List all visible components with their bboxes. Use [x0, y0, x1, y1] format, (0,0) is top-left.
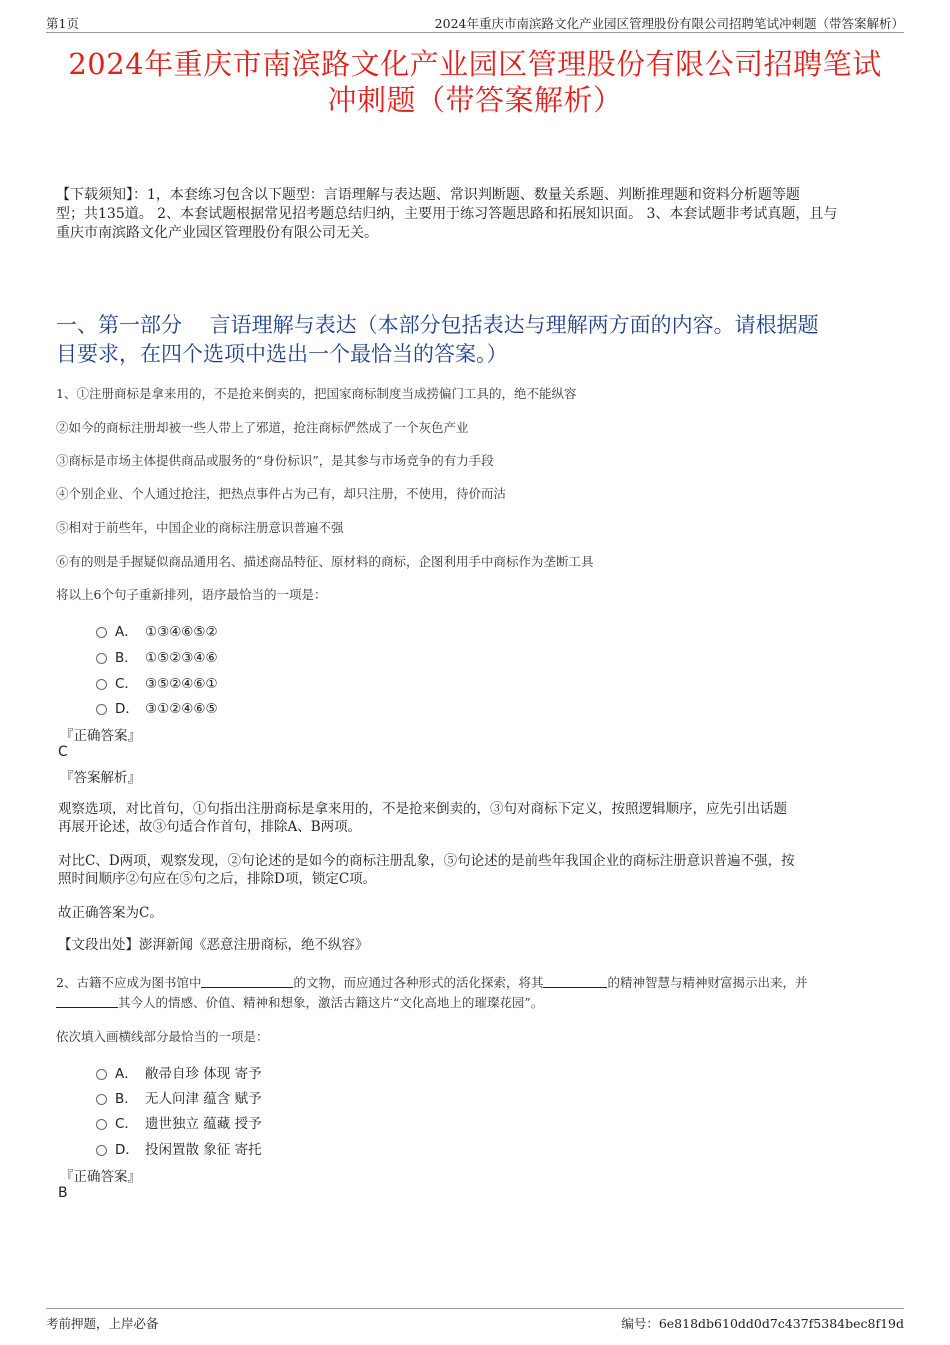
section-heading-line-2: 目要求，在四个选项中选出一个最恰当的答案。）	[56, 342, 508, 366]
radio-icon[interactable]	[96, 1145, 107, 1156]
q1-prompt: 将以上6个句子重新排列，语序最恰当的一项是：	[56, 587, 327, 602]
analysis-line: 对比C、D两项，观察发现，②句论述的是如今的商标注册乱象，⑤句论述的是前些年我国企业的商标注册意识普遍不强，按	[58, 853, 795, 869]
option-letter: B．	[115, 650, 138, 666]
q1-option-a[interactable]	[96, 620, 218, 640]
q2-stem-line-2	[56, 993, 902, 1011]
q1-option-c[interactable]	[96, 672, 218, 692]
option-text: ③①②④⑥⑤	[145, 701, 218, 717]
radio-icon[interactable]	[96, 627, 107, 638]
page-footer	[46, 1308, 904, 1333]
q1-conclusion: 故正确答案为C。	[58, 905, 163, 921]
q1-sentence-4: ④个别企业、个人通过抢注，把热点事件占为己有，却只注册，不使用，待价而沽	[56, 486, 507, 501]
option-text: ③⑤②④⑥①	[145, 676, 218, 692]
q2-text: 的文物，而应通过各种形式的活化探索，将其	[293, 975, 544, 990]
q1-answer-label: 『正确答案』	[60, 728, 141, 744]
notice-line-2: 型；共135道。 2、本套试题根据常见招考题总结归纳，主要用于练习答题思路和拓展知识面。 3、本套试题非考试真题，且与	[56, 206, 838, 222]
option-text: 无人问津 蕴含 赋予	[145, 1091, 262, 1107]
section-heading	[56, 311, 902, 369]
page-header	[46, 14, 904, 33]
option-text: ①③④⑥⑤②	[145, 624, 218, 640]
download-notice	[56, 186, 902, 243]
q2-text: 2、古籍不应成为图书馆中	[56, 975, 202, 990]
q1-sentence-1: 1、①注册商标是拿来用的，不是抢来倒卖的，把国家商标制度当成捞偏门工具的，绝不能纵容	[56, 386, 577, 401]
title-line-2: 冲刺题（带答案解析）	[327, 83, 623, 117]
analysis-line: 照时间顺序②句应在⑤句之后，排除D项，锁定C项。	[58, 871, 377, 887]
title-line-1: 2024年重庆市南滨路文化产业园区管理股份有限公司招聘笔试	[68, 47, 882, 81]
q1-option-b[interactable]	[96, 646, 218, 666]
option-text: ①⑤②③④⑥	[145, 650, 218, 666]
q1-sentence-3: ③商标是市场主体提供商品或服务的“身份标识”，是其参与市场竞争的有力手段	[56, 453, 494, 468]
q1-analysis-paragraph-2	[58, 852, 898, 888]
q2-text: 的精神智慧与精神财富揭示出来，并	[607, 975, 808, 990]
page-number: 第1页	[46, 16, 79, 31]
option-letter: A．	[115, 624, 138, 640]
q1-sentence-2: ②如今的商标注册却被一些人带上了邪道，抢注商标俨然成了一个灰色产业	[56, 420, 469, 435]
radio-icon[interactable]	[96, 679, 107, 690]
q1-analysis-label: 『答案解析』	[60, 770, 141, 786]
radio-icon[interactable]	[96, 704, 107, 715]
radio-icon[interactable]	[96, 1119, 107, 1130]
q2-blank-3	[56, 995, 118, 1008]
radio-icon[interactable]	[96, 1069, 107, 1080]
option-letter: C．	[115, 676, 138, 692]
option-letter: C．	[115, 1116, 138, 1132]
notice-line-1: 【下载须知】：1，本套练习包含以下题型：言语理解与表达题、常识判断题、数量关系题、判断推理题和资料分析题等题	[56, 187, 800, 203]
option-text: 投闲置散 象征 寄托	[145, 1142, 262, 1158]
q2-option-b[interactable]	[96, 1087, 262, 1107]
analysis-line: 再展开论述，故③句适合作首句，排除A、B两项。	[58, 819, 362, 835]
header-doc-title: 2024年重庆市南滨路文化产业园区管理股份有限公司招聘笔试冲刺题（带答案解析）	[434, 16, 904, 31]
notice-line-3: 重庆市南滨路文化产业园区管理股份有限公司无关。	[56, 225, 378, 241]
q2-answer: B	[58, 1185, 68, 1201]
q2-prompt: 依次填入画横线部分最恰当的一项是：	[56, 1029, 269, 1044]
q2-blank-1	[201, 975, 293, 988]
radio-icon[interactable]	[96, 1094, 107, 1105]
q2-stem-line-1	[56, 973, 902, 991]
footer-doc-id: 编号：6e818db610dd0d7c437f5384bec8f19d	[621, 1316, 904, 1331]
footer-slogan: 考前押题，上岸必备	[46, 1316, 159, 1331]
radio-icon[interactable]	[96, 653, 107, 664]
option-letter: A．	[115, 1066, 138, 1082]
option-letter: D．	[115, 701, 139, 717]
option-letter: B．	[115, 1091, 138, 1107]
q2-option-c[interactable]	[96, 1112, 262, 1132]
q2-text: 其今人的情感、价值、精神和想象，激活古籍这片“文化高地上的璀璨花园”。	[118, 995, 544, 1010]
q1-source: 【文段出处】澎湃新闻《恶意注册商标，绝不纵容》	[58, 937, 369, 953]
option-letter: D．	[115, 1142, 139, 1158]
q1-analysis-paragraph-1	[58, 800, 898, 836]
q2-answer-label: 『正确答案』	[60, 1169, 141, 1185]
q1-option-d[interactable]	[96, 697, 218, 717]
q1-answer: C	[58, 744, 68, 760]
document-title	[46, 46, 904, 118]
q2-option-d[interactable]	[96, 1138, 262, 1158]
q2-option-a[interactable]	[96, 1062, 262, 1082]
q1-sentence-5: ⑤相对于前些年，中国企业的商标注册意识普遍不强	[56, 520, 344, 535]
q1-sentence-6: ⑥有的则是手握疑似商品通用名、描述商品特征、原材料的商标，企图利用手中商标作为垄断工具	[56, 554, 594, 569]
analysis-line: 观察选项，对比首句，①句指出注册商标是拿来用的，不是抢来倒卖的，③句对商标下定义，按照逻辑顺序，应先引出话题	[58, 801, 787, 817]
section-heading-line-1: 一、第一部分 言语理解与表达（本部分包括表达与理解两方面的内容。请根据题	[56, 313, 819, 337]
q2-blank-2	[543, 975, 607, 988]
option-text: 遗世独立 蕴藏 授予	[145, 1116, 262, 1132]
option-text: 敝帚自珍 体现 寄予	[145, 1066, 262, 1082]
